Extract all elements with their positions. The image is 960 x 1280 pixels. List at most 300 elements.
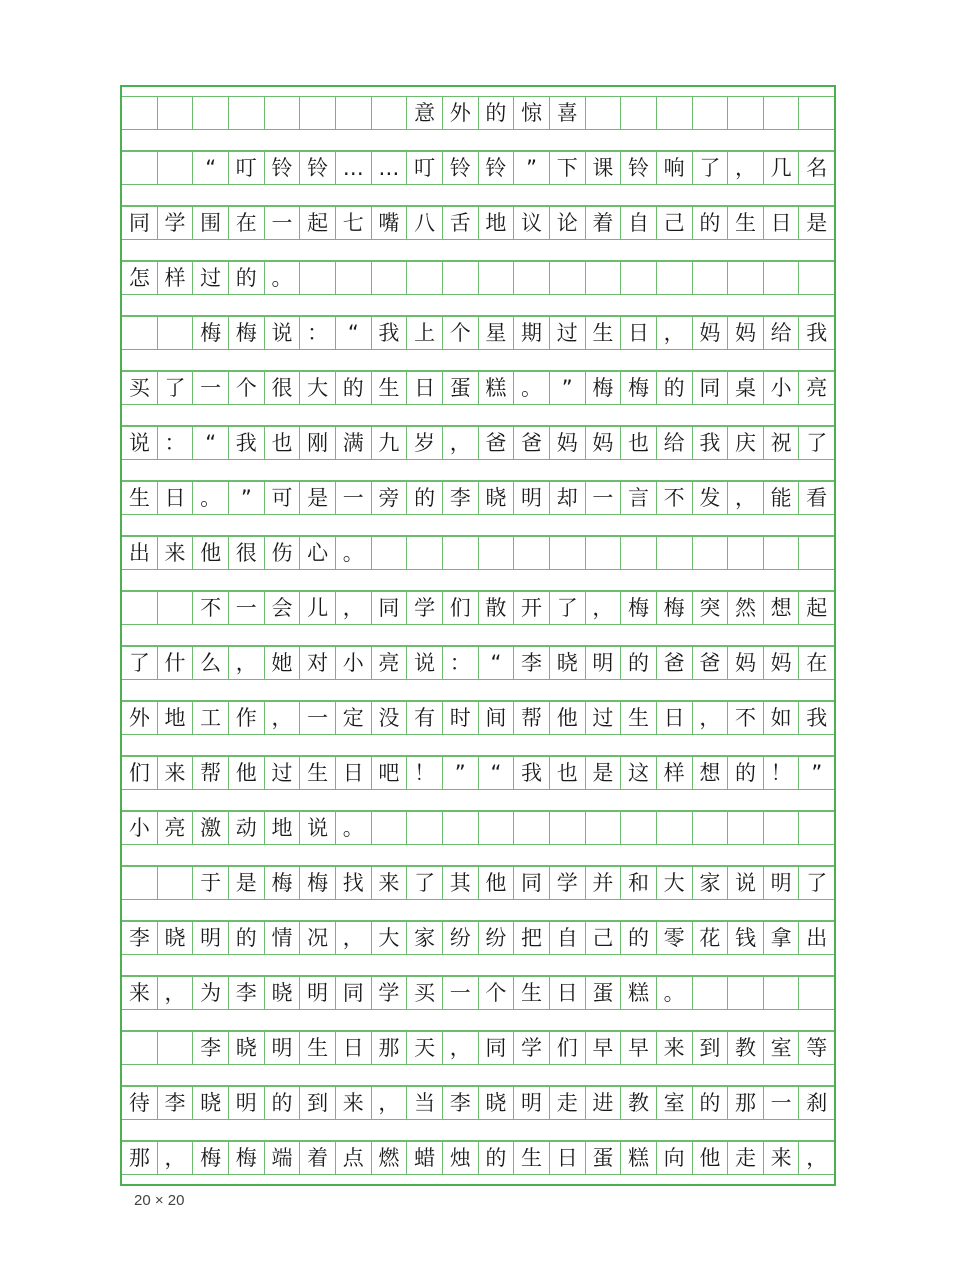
text-row xyxy=(122,1086,834,1141)
grid-cell: 明 xyxy=(764,867,800,899)
cell-strip xyxy=(122,481,834,515)
grid-cell: 梅 xyxy=(193,1142,229,1174)
grid-cell: 个 xyxy=(443,317,479,349)
row-gap xyxy=(122,350,834,371)
grid-cell: 也 xyxy=(265,427,301,459)
grid-cell: 给 xyxy=(657,427,693,459)
grid-cell xyxy=(514,537,550,569)
grid-cell: 日 xyxy=(336,1032,372,1064)
grid-cell: 等 xyxy=(806,1035,828,1060)
grid-cell: 日 xyxy=(336,757,372,789)
grid-cell: 来 xyxy=(122,977,158,1009)
grid-cell: 糕 xyxy=(621,977,657,1009)
grid-cell: 们 xyxy=(122,757,158,789)
grid-cell: 很 xyxy=(229,537,265,569)
grid-cell: 地 xyxy=(158,702,194,734)
grid-cell: 同 xyxy=(479,1032,515,1064)
grid-cell: 教 xyxy=(728,1032,764,1064)
cell-strip xyxy=(122,96,834,130)
grid-cell: 了 xyxy=(693,152,729,184)
cell-strip xyxy=(122,426,834,460)
grid-cell: 怎 xyxy=(122,262,158,294)
row-gap xyxy=(122,625,834,646)
grid-cell: ” xyxy=(229,482,265,514)
row-gap xyxy=(122,735,834,756)
grid-cell xyxy=(158,152,194,184)
grid-cell xyxy=(657,97,693,129)
grid-cell: 学 xyxy=(514,1032,550,1064)
grid-cell: 日 xyxy=(550,977,586,1009)
cell-strip xyxy=(122,591,834,625)
grid-cell: 帮 xyxy=(514,702,550,734)
grid-cell: 了 xyxy=(158,372,194,404)
grid-cell: 庆 xyxy=(728,427,764,459)
grid-cell xyxy=(693,97,729,129)
grid-cell: 晓 xyxy=(158,922,194,954)
grid-cell: 一 xyxy=(764,1087,800,1119)
grid-cell: 说 xyxy=(300,812,336,844)
grid-cell: 想 xyxy=(693,757,729,789)
grid-cell: 梅 xyxy=(265,867,301,899)
grid-cell xyxy=(300,262,336,294)
grid-cell: 七 xyxy=(336,207,372,239)
grid-cell: 言 xyxy=(621,482,657,514)
grid-cell xyxy=(443,812,479,844)
cell-strip xyxy=(122,866,834,900)
grid-cell: 。 xyxy=(193,482,229,514)
grid-cell xyxy=(514,262,550,294)
grid-cell: 一 xyxy=(336,482,372,514)
cell-strip xyxy=(122,1031,834,1065)
grid-cell: 他 xyxy=(550,702,586,734)
grid-cell: 来 xyxy=(764,1142,800,1174)
text-row xyxy=(122,646,834,701)
grid-cell xyxy=(799,97,834,129)
grid-cell: 明 xyxy=(193,922,229,954)
grid-cell: 梅 xyxy=(586,372,622,404)
grid-cell: 晓 xyxy=(479,1087,515,1119)
grid-cell: 这 xyxy=(621,757,657,789)
grid-cell: 外 xyxy=(443,97,479,129)
grid-cell: 李 xyxy=(229,977,265,1009)
grid-cell xyxy=(193,97,229,129)
grid-cell: 的 xyxy=(479,97,515,129)
grid-cell: 蛋 xyxy=(586,1142,622,1174)
grid-cell: 出 xyxy=(806,925,828,950)
cell-strip xyxy=(122,371,834,405)
grid-cell: 李 xyxy=(122,922,158,954)
grid-cell: ， xyxy=(372,1087,408,1119)
grid-cell: 对 xyxy=(300,647,336,679)
grid-cell: ” xyxy=(811,760,823,785)
cell-strip xyxy=(122,701,834,735)
grid-cell: 定 xyxy=(336,702,372,734)
grid-cell: 天 xyxy=(407,1032,443,1064)
grid-cell: 地 xyxy=(265,812,301,844)
grid-cell: ， xyxy=(728,152,764,184)
grid-cell: “ xyxy=(193,152,229,184)
grid-cell: 梅 xyxy=(621,592,657,624)
grid-cell: 不 xyxy=(193,592,229,624)
grid-cell: “ xyxy=(479,757,515,789)
grid-cell: 早 xyxy=(621,1032,657,1064)
grid-cell: 来 xyxy=(336,1087,372,1119)
grid-cell: 明 xyxy=(300,977,336,1009)
grid-cell: 出 xyxy=(122,537,158,569)
cell-strip xyxy=(122,1086,834,1120)
grid-cell xyxy=(229,97,265,129)
grid-cell: 惊 xyxy=(514,97,550,129)
grid-cell: 室 xyxy=(764,1032,800,1064)
grid-cell: 间 xyxy=(479,702,515,734)
grid-cell xyxy=(728,537,764,569)
grid-cell: 说 xyxy=(122,427,158,459)
grid-cell xyxy=(586,537,622,569)
grid-cell xyxy=(122,592,158,624)
text-row xyxy=(122,1141,834,1196)
cell-strip xyxy=(122,1141,834,1175)
grid-cell: 什 xyxy=(158,647,194,679)
grid-cell: 满 xyxy=(336,427,372,459)
grid-cell xyxy=(443,537,479,569)
grid-cell: ， xyxy=(728,482,764,514)
grid-cell: 己 xyxy=(657,207,693,239)
grid-cell: 下 xyxy=(550,152,586,184)
grid-cell: 家 xyxy=(693,867,729,899)
row-gap xyxy=(122,1065,834,1086)
grid-cell xyxy=(443,262,479,294)
grid-cell: 铃 xyxy=(479,152,515,184)
grid-cell: ！ xyxy=(764,757,800,789)
grid-cell xyxy=(764,97,800,129)
grid-cell: 期 xyxy=(514,317,550,349)
grid-cell xyxy=(657,537,693,569)
grid-cell: 的 xyxy=(621,922,657,954)
grid-cell: 说 xyxy=(407,647,443,679)
grid-cell: 岁 xyxy=(407,427,443,459)
row-gap xyxy=(122,295,834,316)
grid-cell: 日 xyxy=(550,1142,586,1174)
grid-cell: 走 xyxy=(550,1087,586,1119)
grid-cell: 李 xyxy=(443,482,479,514)
grid-cell: 室 xyxy=(657,1087,693,1119)
grid-cell: 爸 xyxy=(479,427,515,459)
grid-cell: 的 xyxy=(229,922,265,954)
grid-cell: 妈 xyxy=(764,647,800,679)
grid-cell: 梅 xyxy=(229,1142,265,1174)
grid-cell: 上 xyxy=(407,317,443,349)
row-gap xyxy=(122,1175,834,1196)
grid-cell: 生 xyxy=(586,317,622,349)
row-gap xyxy=(122,515,834,536)
grid-cell xyxy=(265,97,301,129)
grid-cell: 很 xyxy=(265,372,301,404)
grid-cell: ， xyxy=(693,702,729,734)
grid-cell: 买 xyxy=(407,977,443,1009)
grid-cell: 吧 xyxy=(372,757,408,789)
grid-cell: 学 xyxy=(550,867,586,899)
grid-cell xyxy=(621,812,657,844)
cell-strip xyxy=(122,206,834,240)
grid-cell: ， xyxy=(443,427,479,459)
grid-cell: 的 xyxy=(728,757,764,789)
grid-cell: 买 xyxy=(122,372,158,404)
grid-cell: 么 xyxy=(193,647,229,679)
grid-cell: 晓 xyxy=(265,977,301,1009)
row-gap xyxy=(122,570,834,591)
grid-cell: 向 xyxy=(657,1142,693,1174)
grid-cell: 李 xyxy=(158,1087,194,1119)
grid-cell: 是 xyxy=(806,210,828,235)
grid-cell: 晓 xyxy=(229,1032,265,1064)
grid-cell: 纷 xyxy=(443,922,479,954)
grid-cell: 儿 xyxy=(300,592,336,624)
row-gap xyxy=(122,680,834,701)
row-gap xyxy=(122,790,834,811)
grid-cell: 会 xyxy=(265,592,301,624)
grid-cell xyxy=(479,812,515,844)
grid-cell: 我 xyxy=(806,705,828,730)
grid-cell xyxy=(693,262,729,294)
grid-cell: 李 xyxy=(514,647,550,679)
grid-cell: 来 xyxy=(372,867,408,899)
row-gap xyxy=(122,900,834,921)
grid-cell: ， xyxy=(586,592,622,624)
grid-cell: 说 xyxy=(265,317,301,349)
grid-cell: 九 xyxy=(372,427,408,459)
grid-cell: 突 xyxy=(693,592,729,624)
grid-cell: 是 xyxy=(586,757,622,789)
grid-cell: 爸 xyxy=(693,647,729,679)
grid-cell: 散 xyxy=(479,592,515,624)
grid-cell: 妈 xyxy=(693,317,729,349)
grid-cell: 燃 xyxy=(372,1142,408,1174)
grid-cell: 一 xyxy=(229,592,265,624)
grid-cell: 家 xyxy=(407,922,443,954)
grid-cell: 生 xyxy=(514,1142,550,1174)
text-row xyxy=(122,261,834,316)
grid-cell: 蜡 xyxy=(407,1142,443,1174)
grid-cell: 起 xyxy=(300,207,336,239)
grid-cell: 着 xyxy=(586,207,622,239)
grid-cell: 喜 xyxy=(550,97,586,129)
text-row xyxy=(122,976,834,1031)
grid-cell: 。 xyxy=(514,372,550,404)
grid-cell: ， xyxy=(336,922,372,954)
grid-cell: 我 xyxy=(514,757,550,789)
grid-cell: 我 xyxy=(372,317,408,349)
grid-cell: 走 xyxy=(728,1142,764,1174)
grid-cell: 刚 xyxy=(300,427,336,459)
grid-cell: 那 xyxy=(122,1142,158,1174)
grid-cell: 为 xyxy=(193,977,229,1009)
title-row xyxy=(122,96,834,151)
grid-cell: “ xyxy=(336,317,372,349)
grid-cell: 同 xyxy=(122,207,158,239)
grid-cell xyxy=(550,262,586,294)
grid-cell xyxy=(479,537,515,569)
grid-cell: 想 xyxy=(764,592,800,624)
grid-cell: 妈 xyxy=(728,647,764,679)
grid-cell: 没 xyxy=(372,702,408,734)
grid-cell: 晓 xyxy=(479,482,515,514)
grid-cell: 我 xyxy=(806,320,828,345)
text-row xyxy=(122,316,834,371)
grid-cell xyxy=(728,97,764,129)
grid-cell: 来 xyxy=(158,537,194,569)
grid-cell: 并 xyxy=(586,867,622,899)
grid-cell: 他 xyxy=(229,757,265,789)
grid-cell: 梅 xyxy=(657,592,693,624)
grid-cell: 李 xyxy=(443,1087,479,1119)
text-row xyxy=(122,371,834,426)
grid-cell: 亮 xyxy=(158,812,194,844)
grid-cell: 情 xyxy=(265,922,301,954)
grid-cell xyxy=(586,812,622,844)
grid-cell: 糕 xyxy=(621,1142,657,1174)
grid-cell: 蛋 xyxy=(586,977,622,1009)
grid-cell: 名 xyxy=(806,155,828,180)
grid-cell: 祝 xyxy=(764,427,800,459)
grid-cell xyxy=(158,867,194,899)
grid-cell: 给 xyxy=(764,317,800,349)
grid-cell: 嘴 xyxy=(372,207,408,239)
grid-cell: 围 xyxy=(193,207,229,239)
grid-cell: 我 xyxy=(693,427,729,459)
grid-cell: 八 xyxy=(407,207,443,239)
grid-cell xyxy=(372,97,408,129)
grid-cell: 发 xyxy=(693,482,729,514)
grid-cell: 舌 xyxy=(443,207,479,239)
grid-cell: 铃 xyxy=(300,152,336,184)
text-row xyxy=(122,481,834,536)
grid-cell xyxy=(372,262,408,294)
grid-cell xyxy=(657,262,693,294)
grid-cell: 们 xyxy=(443,592,479,624)
grid-cell xyxy=(336,97,372,129)
text-row xyxy=(122,921,834,976)
cell-strip xyxy=(122,316,834,350)
grid-cell xyxy=(728,977,764,1009)
grid-cell xyxy=(122,1032,158,1064)
grid-cell: 桌 xyxy=(728,372,764,404)
grid-cell: 明 xyxy=(265,1032,301,1064)
grid-cell: ： xyxy=(300,317,336,349)
grid-cell: 爸 xyxy=(514,427,550,459)
grid-cell: 明 xyxy=(229,1087,265,1119)
grid-cell: 开 xyxy=(514,592,550,624)
grid-cell xyxy=(300,97,336,129)
cell-strip xyxy=(122,976,834,1010)
row-gap xyxy=(122,185,834,206)
grid-cell: ， xyxy=(443,1032,479,1064)
grid-cell: 如 xyxy=(764,702,800,734)
grid-cell: 的 xyxy=(336,372,372,404)
cell-strip xyxy=(122,646,834,680)
grid-cell: 。 xyxy=(265,262,301,294)
grid-cell: 外 xyxy=(122,702,158,734)
grid-cell: ， xyxy=(657,317,693,349)
row-gap xyxy=(122,845,834,866)
grid-cell xyxy=(158,1032,194,1064)
grid-cell: 生 xyxy=(122,482,158,514)
grid-cell: 作 xyxy=(229,702,265,734)
grid-cell: 小 xyxy=(122,812,158,844)
grid-cell: 响 xyxy=(657,152,693,184)
grid-cell: 我 xyxy=(229,427,265,459)
grid-cell: 小 xyxy=(764,372,800,404)
grid-cell: 况 xyxy=(300,922,336,954)
row-gap xyxy=(122,1120,834,1141)
grid-cell: 在 xyxy=(229,207,265,239)
grid-cell: 样 xyxy=(657,757,693,789)
grid-cell: 看 xyxy=(806,485,828,510)
composition-grid-paper xyxy=(120,85,836,1186)
grid-cell xyxy=(122,97,158,129)
grid-cell: ， xyxy=(265,702,301,734)
grid-cell xyxy=(799,812,834,844)
text-row xyxy=(122,591,834,646)
grid-cell: 了 xyxy=(806,430,828,455)
grid-cell: ， xyxy=(158,1142,194,1174)
grid-cell: 们 xyxy=(550,1032,586,1064)
grid-cell: 过 xyxy=(550,317,586,349)
grid-cell xyxy=(693,537,729,569)
grid-cell xyxy=(621,537,657,569)
grid-cell: 也 xyxy=(550,757,586,789)
grid-cell: 星 xyxy=(479,317,515,349)
grid-cell: 其 xyxy=(443,867,479,899)
grid-cell: 花 xyxy=(693,922,729,954)
grid-cell: 大 xyxy=(300,372,336,404)
grid-cell: 一 xyxy=(265,207,301,239)
grid-cell: 和 xyxy=(621,867,657,899)
text-row xyxy=(122,866,834,921)
text-row xyxy=(122,206,834,261)
row-gap xyxy=(122,955,834,976)
grid-cell: 的 xyxy=(621,647,657,679)
grid-cell: ， xyxy=(336,592,372,624)
grid-cell: 蛋 xyxy=(443,372,479,404)
cell-strip xyxy=(122,261,834,295)
grid-cell: 进 xyxy=(586,1087,622,1119)
grid-cell: 几 xyxy=(764,152,800,184)
text-row xyxy=(122,756,834,811)
grid-cell: 他 xyxy=(693,1142,729,1174)
row-gap xyxy=(122,130,834,151)
grid-cell xyxy=(693,977,729,1009)
grid-cell: 在 xyxy=(806,650,828,675)
grid-cell: … xyxy=(336,152,372,184)
grid-cell: 大 xyxy=(657,867,693,899)
grid-cell: 生 xyxy=(300,757,336,789)
grid-cell: 。 xyxy=(336,537,372,569)
grid-cell: 时 xyxy=(443,702,479,734)
grid-cell xyxy=(693,812,729,844)
text-row xyxy=(122,1031,834,1086)
grid-cell: 样 xyxy=(158,262,194,294)
grid-cell: 他 xyxy=(479,867,515,899)
grid-cell: 自 xyxy=(621,207,657,239)
cell-strip xyxy=(122,921,834,955)
grid-cell xyxy=(158,592,194,624)
grid-cell: 于 xyxy=(193,867,229,899)
grid-cell: 然 xyxy=(728,592,764,624)
grid-cell: 学 xyxy=(407,592,443,624)
grid-cell: 来 xyxy=(657,1032,693,1064)
grid-cell: 到 xyxy=(693,1032,729,1064)
grid-cell xyxy=(764,537,800,569)
